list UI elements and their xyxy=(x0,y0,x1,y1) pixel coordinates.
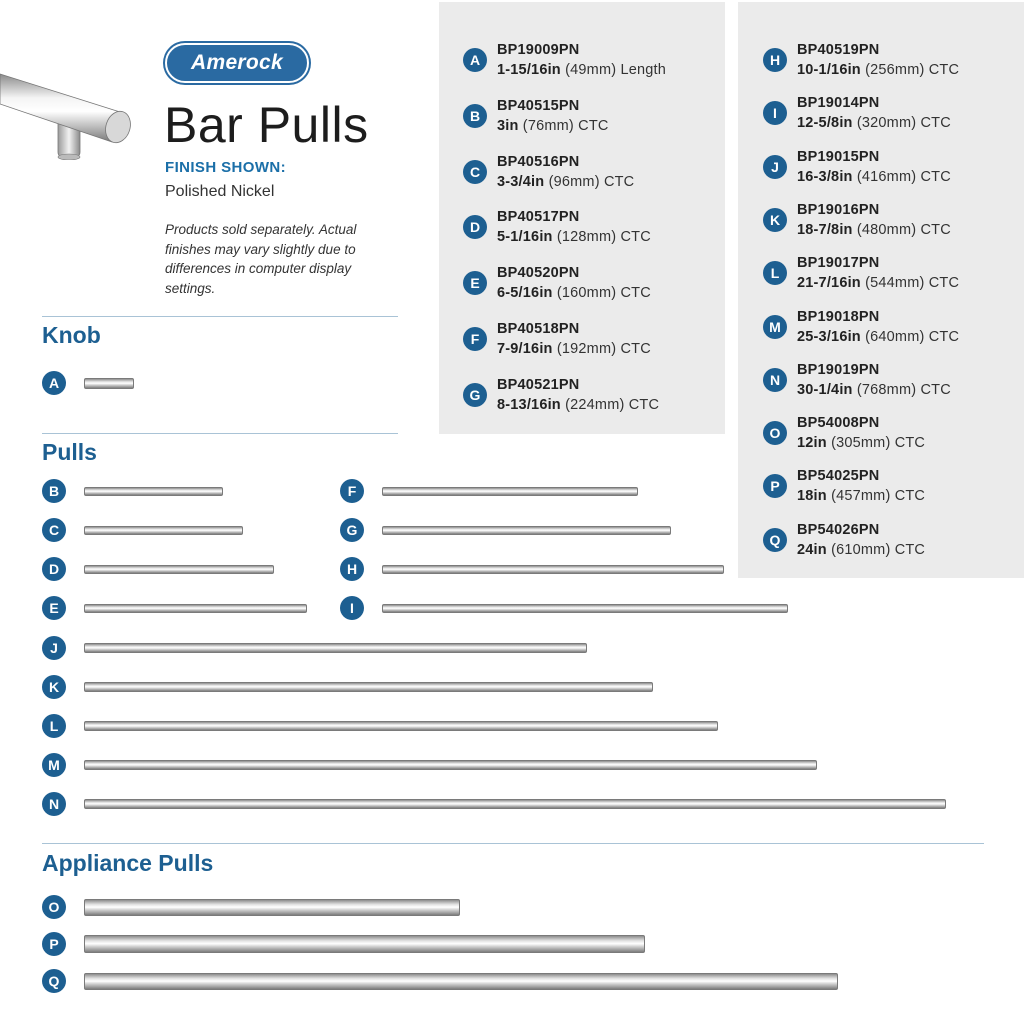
spec-sku: BP40518PN xyxy=(497,321,580,337)
spec-letter-badge: H xyxy=(763,48,787,72)
spec-size-imperial: 10-1/16in xyxy=(797,62,861,78)
spec-sku: BP40516PN xyxy=(497,153,580,170)
amerock-logo: Amerock xyxy=(165,43,309,83)
spec-size-imperial: 7-9/16in xyxy=(497,341,553,357)
spec-size-imperial: 30-1/4in xyxy=(797,381,853,398)
spec-size-metric: (305mm) CTC xyxy=(831,435,926,452)
spec-letter-badge: Q xyxy=(763,528,787,552)
spec-size-metric: (768mm) CTC xyxy=(856,381,951,398)
spec-size xyxy=(797,275,959,291)
bar-pull-c xyxy=(84,526,243,535)
bar-pull-q xyxy=(84,973,838,990)
spec-size-imperial: 21-7/16in xyxy=(797,275,861,292)
hero-bar-pull-image xyxy=(0,60,142,160)
spec-size xyxy=(497,397,659,413)
spec-size xyxy=(497,174,634,190)
spec-size-metric: (224mm) CTC xyxy=(565,396,660,413)
item-letter-badge: D xyxy=(42,557,66,581)
bar-pull-a xyxy=(84,378,134,389)
spec-letter-badge: P xyxy=(763,474,787,498)
spec-size xyxy=(797,115,951,131)
spec-sku: BP40517PN xyxy=(497,209,580,226)
spec-size-imperial: 3in xyxy=(497,117,519,134)
spec-size-metric: (480mm) CTC xyxy=(856,221,951,238)
spec-size xyxy=(797,329,959,345)
item-letter-badge: Q xyxy=(42,969,66,993)
item-letter-badge: B xyxy=(42,479,66,503)
item-letter-badge: J xyxy=(42,636,66,660)
spec-sku: BP54025PN xyxy=(797,468,880,485)
spec-size xyxy=(797,435,925,451)
bar-pull-l xyxy=(84,721,718,731)
item-letter-badge: A xyxy=(42,371,66,395)
spec-letter-badge: A xyxy=(463,48,487,72)
spec-letter-badge: K xyxy=(763,208,787,232)
spec-size-metric: (160mm) CTC xyxy=(556,285,651,302)
finish-value: Polished Nickel xyxy=(165,183,275,200)
spec-sku: BP54026PN xyxy=(797,521,880,538)
spec-size xyxy=(797,169,951,185)
spec-size-metric: (49mm) Length xyxy=(565,62,667,78)
spec-letter-badge: G xyxy=(463,383,487,407)
spec-letter-badge: L xyxy=(763,261,787,285)
item-letter-badge: I xyxy=(340,596,364,620)
bar-pull-g xyxy=(382,526,671,535)
spec-size xyxy=(497,341,651,357)
spec-sku: BP40520PN xyxy=(497,265,580,282)
spec-sku: BP54008PN xyxy=(797,415,880,432)
spec-size xyxy=(797,382,951,398)
item-letter-badge: H xyxy=(340,557,364,581)
item-letter-badge: G xyxy=(340,518,364,542)
spec-size-imperial: 3-3/4in xyxy=(497,173,545,190)
spec-sku: BP19009PN xyxy=(497,42,580,58)
bar-pull-o xyxy=(84,899,460,916)
section-title-appliance-pulls: Appliance Pulls xyxy=(42,850,214,876)
spec-size-metric: (128mm) CTC xyxy=(556,229,651,246)
spec-sku: BP19014PN xyxy=(797,95,880,112)
bar-pull-f xyxy=(382,487,638,496)
bar-pull-e xyxy=(84,604,307,613)
item-letter-badge: L xyxy=(42,714,66,738)
spec-letter-badge: D xyxy=(463,215,487,239)
spec-letter-badge: M xyxy=(763,315,787,339)
item-letter-badge: E xyxy=(42,596,66,620)
spec-size-imperial: 12in xyxy=(797,435,827,452)
spec-size-metric: (192mm) CTC xyxy=(556,341,651,357)
spec-sku: BP19017PN xyxy=(797,255,880,272)
spec-letter-badge: N xyxy=(763,368,787,392)
page-title: Bar Pulls xyxy=(164,97,369,153)
section-divider xyxy=(42,316,398,317)
item-letter-badge: P xyxy=(42,932,66,956)
spec-sku: BP19016PN xyxy=(797,201,880,218)
spec-size-imperial: 5-1/16in xyxy=(497,229,553,246)
spec-size-imperial: 12-5/8in xyxy=(797,115,853,132)
spec-size-metric: (256mm) CTC xyxy=(865,62,960,78)
spec-size xyxy=(497,285,651,301)
item-letter-badge: C xyxy=(42,518,66,542)
spec-size xyxy=(497,62,666,78)
spec-size-metric: (457mm) CTC xyxy=(831,488,926,505)
item-letter-badge: K xyxy=(42,675,66,699)
spec-size xyxy=(497,118,609,134)
spec-size-metric: (320mm) CTC xyxy=(856,115,951,132)
finish-label: FINISH SHOWN: xyxy=(165,159,287,176)
spec-sku: BP19018PN xyxy=(797,308,880,325)
spec-size-metric: (416mm) CTC xyxy=(856,168,951,185)
spec-letter-badge: J xyxy=(763,155,787,179)
spec-size xyxy=(797,488,925,504)
spec-sku: BP40521PN xyxy=(497,376,580,393)
bar-pull-h xyxy=(382,565,724,574)
spec-size-imperial: 24in xyxy=(797,541,827,558)
item-letter-badge: M xyxy=(42,753,66,777)
section-divider xyxy=(42,843,984,844)
spec-size-imperial: 25-3/16in xyxy=(797,328,861,345)
bar-pull-n xyxy=(84,799,946,809)
spec-size-metric: (640mm) CTC xyxy=(865,328,960,345)
spec-sku: BP40519PN xyxy=(797,42,880,58)
bar-pull-m xyxy=(84,760,817,770)
item-letter-badge: O xyxy=(42,895,66,919)
spec-letter-badge: I xyxy=(763,101,787,125)
spec-size xyxy=(797,542,925,558)
section-title-knob: Knob xyxy=(42,322,101,348)
spec-size-imperial: 6-5/16in xyxy=(497,285,553,302)
spec-size xyxy=(797,62,959,78)
spec-sku: BP19019PN xyxy=(797,361,880,378)
spec-letter-badge: F xyxy=(463,327,487,351)
spec-size-metric: (76mm) CTC xyxy=(522,117,609,134)
spec-size-metric: (544mm) CTC xyxy=(865,275,960,292)
bar-pull-p xyxy=(84,935,645,953)
spec-letter-badge: E xyxy=(463,271,487,295)
bar-pull-b xyxy=(84,487,223,496)
disclaimer-text: Products sold separately. Actual finishes may vary slightly due to differences in computer display settings. xyxy=(165,222,357,296)
spec-size-imperial: 16-3/8in xyxy=(797,168,853,185)
bar-pull-i xyxy=(382,604,788,613)
spec-size xyxy=(797,222,951,238)
item-letter-badge: N xyxy=(42,792,66,816)
spec-size-imperial: 8-13/16in xyxy=(497,396,561,413)
bar-pull-j xyxy=(84,643,587,653)
spec-letter-badge: B xyxy=(463,104,487,128)
spec-letter-badge: O xyxy=(763,421,787,445)
bar-pull-k xyxy=(84,682,653,692)
spec-size-metric: (96mm) CTC xyxy=(548,173,635,190)
spec-sku: BP40515PN xyxy=(497,97,580,114)
section-divider xyxy=(42,433,398,434)
spec-size-imperial: 1-15/16in xyxy=(497,62,561,78)
spec-size-metric: (610mm) CTC xyxy=(831,541,926,558)
spec-size-imperial: 18-7/8in xyxy=(797,221,853,238)
spec-sku: BP19015PN xyxy=(797,148,880,165)
spec-size-imperial: 18in xyxy=(797,488,827,505)
spec-letter-badge: C xyxy=(463,160,487,184)
item-letter-badge: F xyxy=(340,479,364,503)
spec-size xyxy=(497,229,651,245)
bar-pull-d xyxy=(84,565,274,574)
section-title-pulls: Pulls xyxy=(42,439,97,465)
